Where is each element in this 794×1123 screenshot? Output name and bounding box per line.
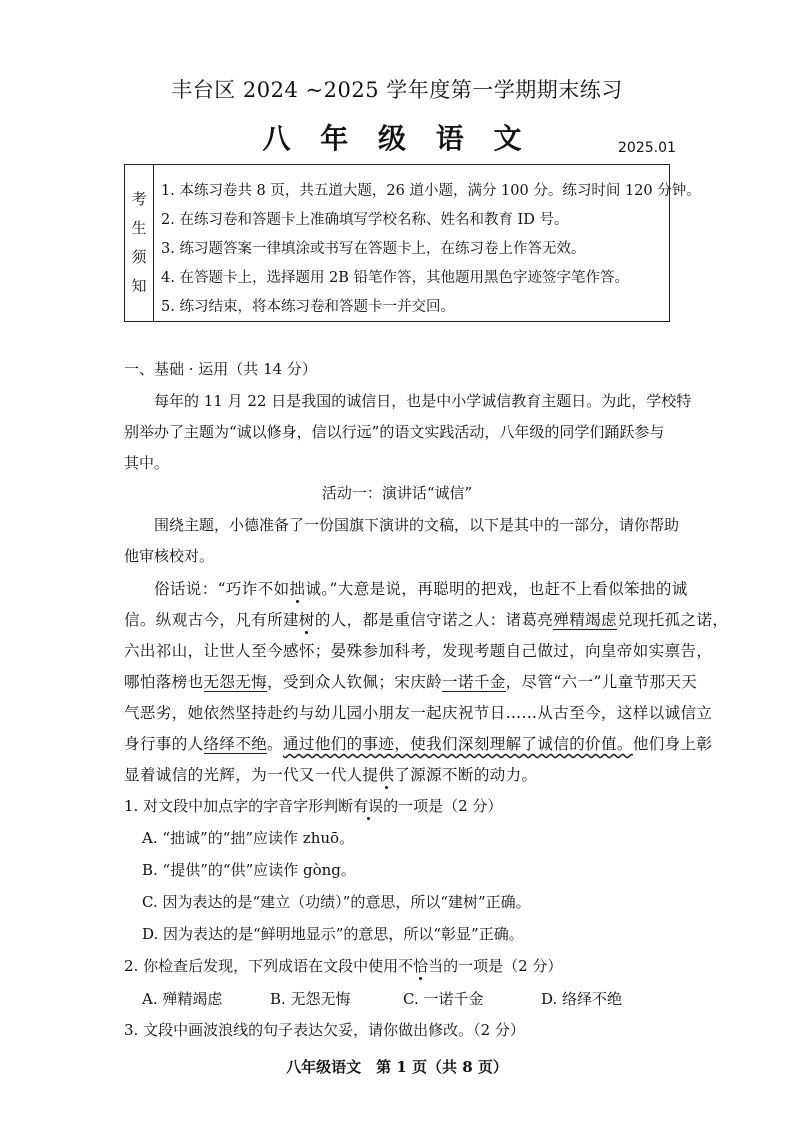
q1-option-a: A. “拙诚”的“拙”应读作 zhuō。 <box>142 829 355 847</box>
question-3: 3. 文段中画波浪线的句子表达欠妥，请你做出修改。（2 分） <box>124 1021 525 1039</box>
notice-label-char: 生 <box>131 219 147 237</box>
q2-option-d: D. 络绎不绝 <box>541 990 623 1008</box>
speech-text: 了源源不断的动力。 <box>394 766 538 784</box>
speech-text: 身行事的人 <box>124 735 204 753</box>
activity-title: 活动一：演讲话“诚信” <box>321 484 473 502</box>
speech-text: 俗话说：“巧诈不如 <box>154 580 290 598</box>
notice-label <box>125 165 154 321</box>
question-text: 的一项是（2 分） <box>443 957 563 975</box>
speech-text: ，尽管“六一”儿童节那天天 <box>505 673 698 691</box>
exam-date: 2025.01 <box>618 140 676 156</box>
q1-option-c: C. 因为表达的是“建立（功绩）”的意思，所以“建树”正确。 <box>142 893 531 911</box>
speech-line <box>154 577 688 599</box>
speech-text: 兑现托孤之诺， <box>616 611 729 629</box>
notice-item: 3. 练习题答案一律填涂或书写在答题卡上，在练习卷上作答无效。 <box>161 241 586 257</box>
wavy-sentence: 通过他们的事迹，使我们深刻理解了诚信的价值。 <box>283 735 633 753</box>
q2-option-b: B. 无怨无悔 <box>270 990 351 1008</box>
notice-label-char: 须 <box>131 248 147 266</box>
speech-text: 哪怕落榜也 <box>124 673 204 691</box>
intro-line: 每年的 11 月 22 日是我国的诚信日，也是中小学诚信教育主题日。为此，学校特 <box>154 392 692 410</box>
q2-option-a: A. 殚精竭虑 <box>142 990 223 1008</box>
underlined-idiom: 络绎不绝 <box>203 735 268 753</box>
q1-option-d: D. 因为表达的是“鲜明地显示”的意思，所以“彰显”正确。 <box>142 925 524 943</box>
speech-line <box>124 763 537 785</box>
activity-intro-line: 围绕主题，小德准备了一份国旗下演讲的文稿，以下是其中的一部分，请你帮助 <box>154 516 680 534</box>
speech-line <box>124 608 728 630</box>
intro-line: 其中。 <box>124 454 170 472</box>
question-1 <box>124 795 502 816</box>
dotted-char: 树 <box>298 611 315 629</box>
emphasis-word: 有误 <box>353 797 384 815</box>
speech-text: 显着诚信的光辉，为一代又一代人提 <box>124 766 379 784</box>
exam-title: 丰台区 2024 ~2025 学年度第一学期期末练习 <box>171 78 623 102</box>
question-text: 1. 对文段中加点字的字音字形判断 <box>124 797 354 815</box>
emphasis-word: 不恰当 <box>398 957 444 975</box>
speech-line <box>124 670 697 692</box>
speech-text: 诚。”大意是说，再聪明的把戏，也赶不上看似笨拙的诚 <box>305 580 688 598</box>
notice-item: 1. 本练习卷共 8 页，共五道大题，26 道小题，满分 100 分。练习时间 120 分钟。 <box>161 183 701 199</box>
speech-text: 他们身上彰 <box>632 735 713 753</box>
activity-intro-line: 他审核校对。 <box>124 547 215 565</box>
question-text: 2. 你检查后发现，下列成语在文段中使用 <box>124 957 399 975</box>
notice-item: 2. 在练习卷和答题卡上准确填写学校名称、姓名和教育 ID 号。 <box>161 212 569 228</box>
notice-item: 5. 练习结束，将本练习卷和答题卡一并交回。 <box>161 299 455 315</box>
speech-line <box>124 732 712 754</box>
notice-box <box>124 164 701 322</box>
question-2 <box>124 955 562 976</box>
notice-items <box>161 177 701 322</box>
section-heading: 一、基础 · 运用（共 14 分） <box>124 360 317 378</box>
speech-line: 气恶劣，她依然坚持赴约与幼儿园小朋友一起庆祝节日……从古至今，这样以诚信立 <box>124 704 713 722</box>
q1-option-b: B. “提供”的“供”应读作 gòng。 <box>142 861 356 879</box>
speech-line: 六出祁山，让世人至今感怀；晏殊参加科考，发现考题自己做过，向皇帝如实禀告， <box>124 642 713 660</box>
intro-line: 别举办了主题为“诚以修身，信以行远”的语文实践活动，八年级的同学们踊跃参与 <box>124 423 665 441</box>
speech-text: ，受到众人钦佩；宋庆龄 <box>267 673 443 691</box>
dotted-char: 供 <box>378 766 395 784</box>
page-footer: 八年级语文 第 1 页（共 8 页） <box>286 1058 508 1076</box>
underlined-idiom: 一诺千金 <box>442 673 506 691</box>
q2-option-c: C. 一诺千金 <box>403 990 484 1008</box>
speech-text: 。 <box>267 735 284 753</box>
notice-label-char: 知 <box>131 277 147 295</box>
underlined-idiom: 无怨无悔 <box>203 673 268 691</box>
subject-title: 八 年 级 语 文 <box>262 122 532 155</box>
dotted-char: 拙 <box>289 580 306 598</box>
question-text: 的一项是（2 分） <box>383 797 503 815</box>
speech-text: 的人，都是重信守诺之人：诸葛亮 <box>314 611 554 629</box>
notice-label-char: 考 <box>131 190 147 208</box>
speech-text: 信。纵观古今，凡有所建 <box>124 611 299 629</box>
underlined-idiom: 殚精竭虑 <box>553 611 617 629</box>
notice-item: 4. 在答题卡上，选择题用 2B 铅笔作答，其他题用黑色字迹签字笔作答。 <box>161 270 630 286</box>
